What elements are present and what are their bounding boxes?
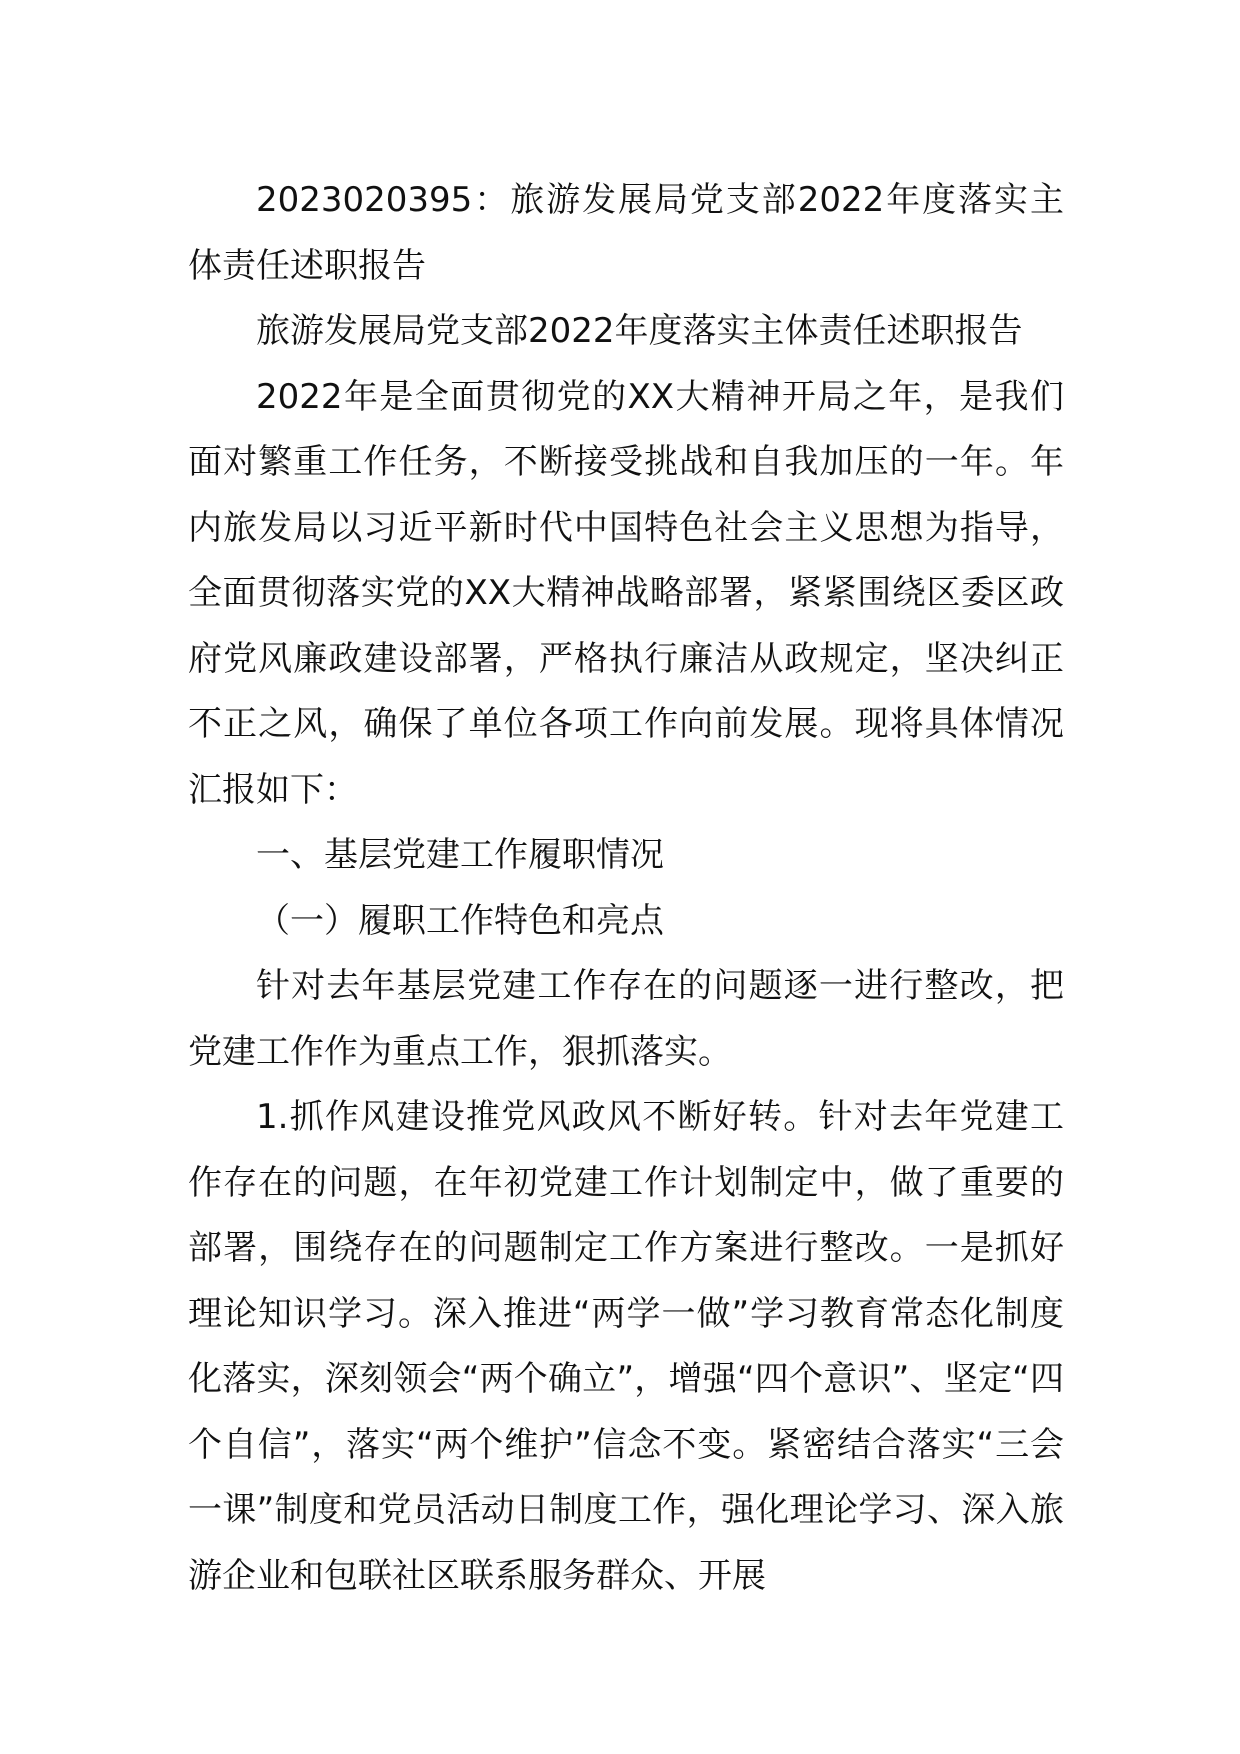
subsection-heading-1: （一）履职工作特色和亮点 — [256, 900, 664, 941]
intro-paragraph: 2022年是全面贯彻党的XX大精神开局之年，是我们面对繁重工作任务，不断接受挑战和自我加压的一年。年内旅发局以习近平新时代中国特色社会主义思想为指导，全面贯彻落实党的XX大精神战略部署，紧紧围绕区委区政府党风廉政建设部署，严格执行廉洁从政规定，坚决纠正不正之风，确保了单位各项工作向前发展。现将具体情况汇报如下： — [188, 376, 1064, 810]
report-heading: 旅游发展局党支部2022年度落实主体责任述职报告 — [256, 311, 1023, 351]
document-title: 2023020395：旅游发展局党支部2022年度落实主体责任述职报告 — [188, 180, 1064, 286]
body-paragraph: 1.抓作风建设推党风政风不断好转。针对去年党建工作存在的问题，在年初党建工作计划制定中，做了重要的部署，围绕存在的问题制定工作方案进行整改。一是抓好理论知识学习。深入推进“两学一做”学习教育常态化制度化落实，深刻领会“两个确立”，增强“四个意识”、坚定“四个自信”，落实“两个维护”信念不变。紧密结合落实“三会一课”制度和党员活动日制度工作，强化理论学习、深入旅游企业和包联社区联系服务群众、开展 — [188, 1097, 1064, 1596]
document-body — [188, 168, 1064, 1609]
body-paragraph: 针对去年基层党建工作存在的问题逐一进行整改，把党建工作作为重点工作，狠抓落实。 — [188, 966, 1064, 1072]
section-heading-1: 一、基层党建工作履职情况 — [256, 835, 664, 875]
